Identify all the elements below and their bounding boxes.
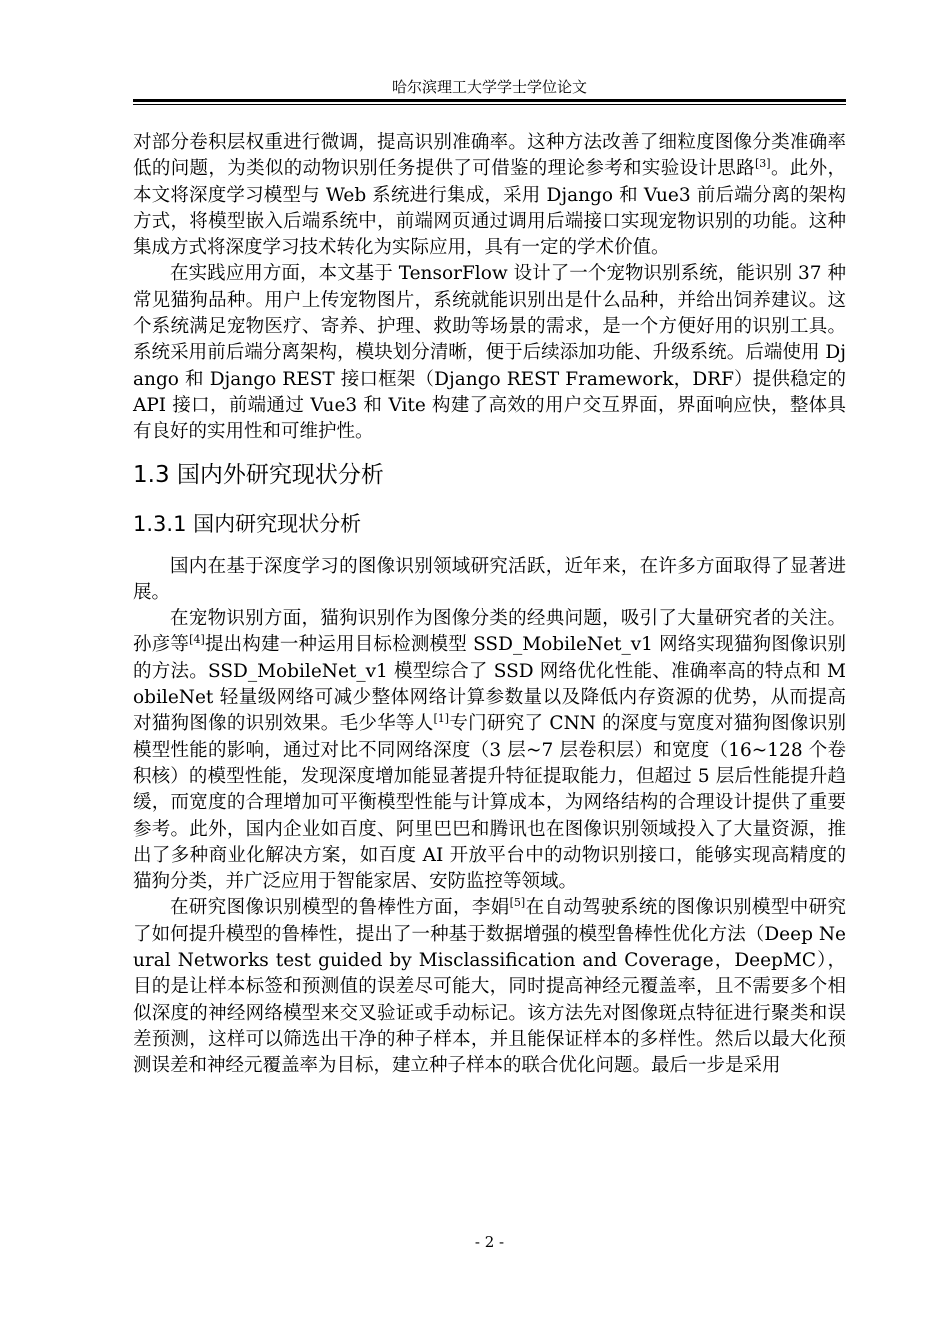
paragraph-5-text-a: 在研究图像识别模型的鲁棒性方面，李娟 <box>170 897 510 919</box>
paragraph-1 <box>133 130 846 261</box>
paragraph-1-text-a: 对部分卷积层权重进行微调，提高识别准确率。这种方法改善了细粒度图像分类准确率低的问题，为类似的动物识别任务提供了可借鉴的理论参考和实验设计思路 <box>133 132 846 180</box>
paragraph-3: 国内在基于深度学习的图像识别领域研究活跃，近年来，在许多方面取得了显著进展。 <box>133 555 846 603</box>
paragraph-5 <box>133 895 846 1079</box>
paragraph-4-text-a: 在宠物识别方面，猫狗识别作为图像分类的经典问题，吸引了大量研究者的关注。孙彦等 <box>133 608 846 656</box>
header-rule-thick <box>133 99 846 102</box>
section-heading-1-3: 1.3 国内外研究现状分析 <box>133 461 384 488</box>
page-body <box>133 130 846 1080</box>
paragraph-4 <box>133 606 846 895</box>
citation-5: [5] <box>509 896 526 910</box>
citation-1: [1] <box>433 712 450 726</box>
citation-3: [3] <box>755 157 771 171</box>
paragraph-4-text-b: 提出构建一种运用目标检测模型 SSD_MobileNet_v1 网络实现猫狗图像识别的方法。SSD_MobileNet_v1 模型综合了 SSD 网络优化性能、准确率高的特点和 MobileNet 轻量级网络可减少整体网络计算参数量以及降低内存资源的优势，从而提高对猫狗图像的识别效果。毛少华等人 <box>133 634 846 735</box>
paragraph-4-text-c: 专门研究了 CNN 的深度与宽度对猫狗图像识别模型性能的影响，通过对比不同网络深度（3 层~7 层卷积层）和宽度（16~128 个卷积核）的模型性能，发现深度增加能显著提升特征提取能力，但超过 5 层后性能提升趋缓，而宽度的合理增加可平衡模型性能与计算成本，为网络结构的合理设计提供了重要参考。此外，国内企业如百度、阿里巴巴和腾讯也在图像识别领域投入了大量资源，推出了多种商业化解决方案，如百度 AI 开放平台中的动物识别接口，能够实现高精度的猫狗分类，并广泛应用于智能家居、安防监控等领域。 <box>133 713 846 893</box>
paragraph-5-text-b: 在自动驾驶系统的图像识别模型中研究了如何提升模型的鲁棒性，提出了一种基于数据增强的模型鲁棒性优化方法（Deep Neural Networks test guided by Misclassification and Coverage，DeepMC），目的是让样本标签和预测值的误差尽可能大，同时提高神经元覆盖率，且不需要多个相似深度的神经网络模型来交叉验证或手动标记。该方法先对图像斑点特征进行聚类和误差预测，这样可以筛选出干净的种子样本，并且能保证样本的多样性。然后以最大化预测误差和神经元覆盖率为目标，建立种子样本的联合优化问题。最后一步是采用 <box>133 897 846 1077</box>
section-heading-1-3-1: 1.3.1 国内研究现状分析 <box>133 511 362 536</box>
header-rule-thin <box>133 104 846 105</box>
paragraph-2: 在实践应用方面，本文基于 TensorFlow 设计了一个宠物识别系统，能识别 37 种常见猫狗品种。用户上传宠物图片，系统就能识别出是什么品种，并给出饲养建议。这个系统满足宠物医疗、寄养、护理、救助等场景的需求，是一个方便好用的识别工具。系统采用前后端分离架构，模块划分清晰，便于后续添加功能、升级系统。后端使用 Django 和 Django REST 接口框架（Django REST Framework，DRF）提供稳定的 API 接口，前端通过 Vue3 和 Vite 构建了高效的用户交互界面，界面响应快，整体具有良好的实用性和可维护性。 <box>133 263 846 443</box>
running-header: 哈尔滨理工大学学士学位论文 <box>391 78 587 96</box>
page-number: - 2 - <box>474 1233 505 1251</box>
paragraph-1-text-b: 。此外，本文将深度学习模型与 Web 系统进行集成，采用 Django 和 Vue3 前后端分离的架构方式，将模型嵌入后端系统中，前端网页通过调用后端接口实现宠物识别的功能。这种集成方式将深度学习技术转化为实际应用，具有一定的学术价值。 <box>133 158 846 259</box>
citation-4: [4] <box>189 633 205 647</box>
